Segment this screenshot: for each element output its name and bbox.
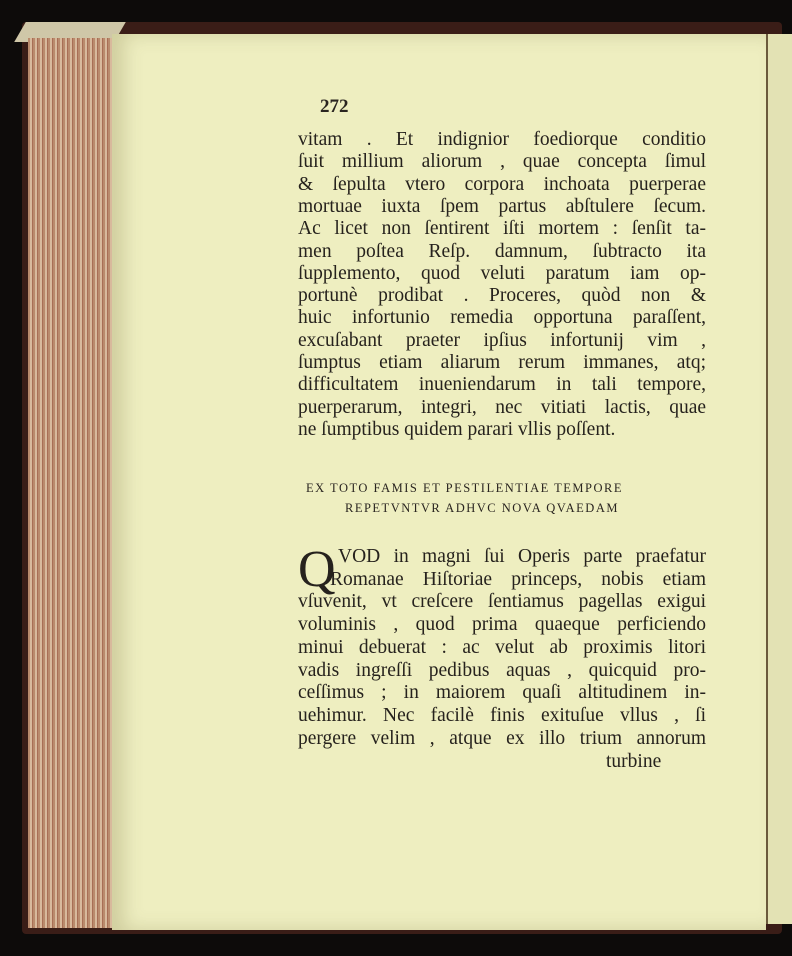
catchword: turbine [606,751,662,772]
section-heading-line-1: EX TOTO FAMIS ET PESTILENTIAE TEMPORE [306,481,623,495]
text-line: Romanae Hiſtoriae princeps, nobis etiam [330,568,706,590]
text-line: pergere velim , atque ex illo trium annorum [298,727,706,749]
text-line: ſupplemento, quod veluti paratum iam op- [298,262,706,284]
text-line: men poſtea Reſp. damnum, ſubtracto ita [298,240,706,262]
page-number: 272 [320,96,349,117]
text-line: vitam . Et indignior foediorque conditio [298,129,706,150]
section-heading-line-2: REPETVNTVR ADHVC NOVA QVAEDAM [345,501,619,515]
text-line: puerperarum, integri, nec vitiati lactis, quae [298,396,706,418]
text-line: portunè prodibat . Proceres, quòd non & [298,285,706,307]
text-line: vſuvenit, vt creſcere ſentiamus pagellas exigui [298,591,706,613]
text-line: vadis ingreſſi pedibus aquas , quicquid pro- [298,659,706,681]
text-line: & ſepulta vtero corpora inchoata puerperae [298,173,706,195]
text-line: VOD in magni ſui Operis parte praefatur [338,546,706,567]
text-line: ceſſimus ; in maiorem quaſi altitudinem in- [298,682,706,704]
text-line: mortuae iuxta ſpem partus abſtulere ſecum. [298,195,706,217]
facing-page-edge [766,34,792,924]
text-line: voluminis , quod prima quaeque perficiendo [298,614,706,636]
text-line: excuſabant praeter ipſius infortunij vim , [298,329,706,351]
page-stack-edge [28,38,116,928]
text-line: ne ſumptibus quidem parari vllis poſſent. [298,418,616,440]
text-line: ſumptus etiam aliarum rerum immanes, atq; [298,352,706,373]
text-line: minui debuerat : ac velut ab proximis litori [298,636,706,658]
text-line: difficultatem inueniendarum in tali tempore, [298,374,706,396]
text-line: uehimur. Nec facilè finis exituſue vllus , ſi [298,704,706,726]
drop-cap: Q [298,541,336,598]
text-line: ſuit millium aliorum , quae concepta ſimul [298,151,706,173]
text-line: huic infortunio remedia opportuna paraſſent, [298,307,706,329]
text-line: Ac licet non ſentirent iſti mortem : ſenſit ta- [298,218,706,240]
